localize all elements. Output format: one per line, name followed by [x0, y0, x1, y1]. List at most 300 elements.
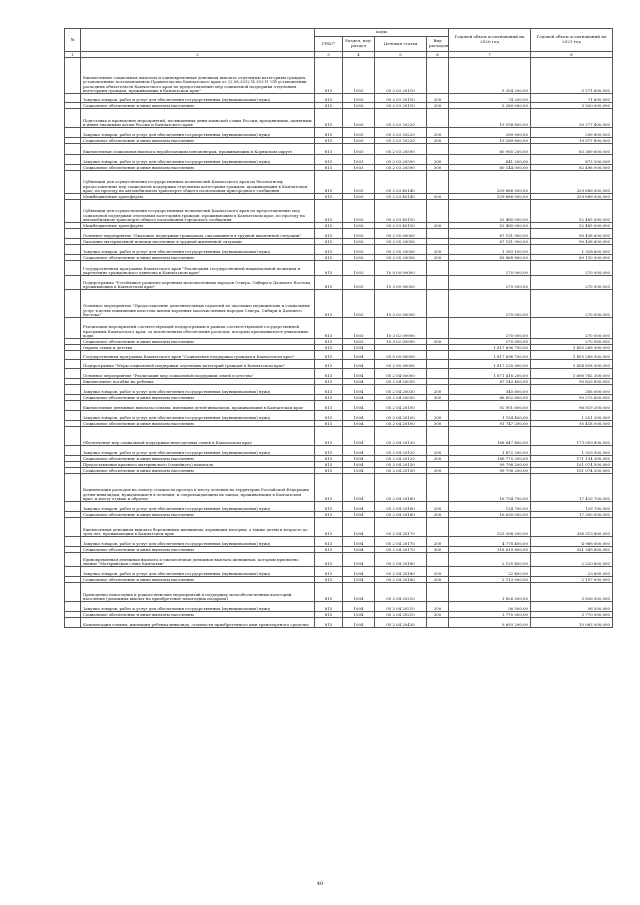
row-name-cell: Закупка товаров, работ и услуг для обеспечения государственных (муниципальных) нужд	[81, 155, 315, 165]
row-grbs-cell: 815	[315, 109, 343, 128]
row-rzpr-cell: 1004	[343, 379, 375, 385]
row-name-cell: Ежемесячные социальные выплаты и единовременная денежная выплата отдельным категориям граждан, установленные постановлением Правительства Камчатского края от 22.08.2012 № 353-П "Об установлении расходных обязательств Камчатского края по предоставлению мер социальной поддержки отдельным категориям граждан, проживающих в Камчатском крае"	[81, 58, 315, 94]
row-vr-cell	[427, 553, 449, 567]
table-row	[65, 567, 613, 577]
row-2021-cell: 63 369 600,000	[531, 144, 613, 155]
row-2021-cell: 5 571 600,000	[531, 58, 613, 94]
row-rzpr-cell: 1004	[343, 369, 375, 379]
row-name-cell: Государственная программа Камчатского края "Социальная поддержка граждан в Камчатском крае"	[81, 351, 315, 360]
table-row	[65, 618, 613, 628]
row-num-cell	[65, 502, 81, 512]
row-name-cell: Закупка товаров, работ и услуг для обеспечения государственных (муниципальных) нужд	[81, 446, 315, 456]
table-row	[65, 276, 613, 290]
row-rzpr-cell: 1004	[343, 395, 375, 401]
row-vr-cell: 200	[427, 385, 449, 395]
table-row	[65, 109, 613, 128]
row-rzpr-cell: 1004	[343, 612, 375, 618]
row-num-cell	[65, 537, 81, 547]
row-2021-cell: 101 074 500,000	[531, 468, 613, 474]
row-name-cell: Предоставление краевого материнского (семейного) капитала	[81, 462, 315, 468]
row-vr-cell: 300	[427, 165, 449, 171]
row-cs-cell: 05 2 04 20130	[375, 468, 427, 474]
row-vr-cell: 300	[427, 456, 449, 462]
row-rzpr-cell: 1003	[343, 339, 375, 345]
row-2020-cell: 841 200,00	[449, 155, 531, 165]
row-name-cell: Социальное обеспечение и иные выплаты населению	[81, 421, 315, 427]
row-grbs-cell: 815	[315, 502, 343, 512]
row-cs-cell: 05 2 04 20160	[375, 502, 427, 512]
col-index: 3	[315, 52, 343, 58]
row-2021-cell: 329 686 000,000	[531, 194, 613, 200]
table-row	[65, 518, 613, 537]
row-grbs-cell: 815	[315, 567, 343, 577]
row-grbs-cell: 815	[315, 583, 343, 602]
row-grbs-cell: 815	[315, 379, 343, 385]
row-rzpr-cell: 1004	[343, 518, 375, 537]
row-2021-cell: 71 600,000	[531, 94, 613, 103]
row-2021-cell: 52 485 000,000	[531, 200, 613, 223]
col-index: 2	[81, 52, 315, 58]
row-2021-cell: 173 059 800,000	[531, 427, 613, 446]
row-vr-cell: 300	[427, 339, 449, 345]
row-name-cell: Реализация мероприятий соответствующей подпрограммы в рамках соответствующей государственной программы Камчатского края, за исключением обеспечения расходов, которым присваиваются уникальные коды	[81, 318, 315, 339]
row-rzpr-cell: 1003	[343, 194, 375, 200]
row-vr-cell: 200	[427, 128, 449, 138]
row-rzpr-cell: 1004	[343, 421, 375, 427]
row-2021-cell: 171 134 300,000	[531, 456, 613, 462]
row-vr-cell: 200	[427, 537, 449, 547]
row-2020-cell: 19 558 600,00	[449, 109, 531, 128]
row-vr-cell: 300	[427, 421, 449, 427]
row-vr-cell	[427, 276, 449, 290]
col-index: 8	[531, 52, 613, 58]
row-name-cell: Компенсация семьям, имеющим ребенка-инвалида, стоимости приобретенного ими транспортного средства	[81, 618, 315, 628]
row-rzpr-cell: 1003	[343, 103, 375, 109]
row-2021-cell: 270 000,000	[531, 276, 613, 290]
row-2021-cell: 1 854 818 500,000	[531, 360, 613, 369]
row-cs-cell: 05 2 05 00000	[375, 229, 427, 239]
row-name-cell: Социальное обеспечение и иные выплаты населению	[81, 456, 315, 462]
row-grbs-cell: 815	[315, 229, 343, 239]
table-row	[65, 155, 613, 165]
table-body	[65, 58, 613, 628]
row-2020-cell: 166 775 200,00	[449, 456, 531, 462]
row-grbs-cell: 815	[315, 577, 343, 583]
row-cs-cell: 05 2 04 20120	[375, 456, 427, 462]
row-vr-cell: 300	[427, 577, 449, 583]
row-cs-cell: 05 2 04 20100	[375, 421, 427, 427]
row-name-cell: Социальное обеспечение и иные выплаты населению	[81, 138, 315, 144]
row-num-cell	[65, 369, 81, 379]
row-num-cell	[65, 155, 81, 165]
row-name-cell: Оказание материальной помощи населению в трудной жизненной ситуации	[81, 239, 315, 245]
row-2021-cell: 2 220 600,000	[531, 553, 613, 567]
row-vr-cell	[427, 200, 449, 223]
row-2020-cell: 22 400,00	[449, 567, 531, 577]
row-rzpr-cell: 1003	[343, 144, 375, 155]
row-grbs-cell: 815	[315, 518, 343, 537]
row-grbs-cell: 815	[315, 103, 343, 109]
row-2020-cell: 16 754 700,00	[449, 474, 531, 502]
row-2021-cell: 270 000,000	[531, 290, 613, 318]
row-2021-cell: 101 074 500,000	[531, 462, 613, 468]
row-2020-cell: 9 693 200,00	[449, 618, 531, 628]
row-grbs-cell: 815	[315, 537, 343, 547]
row-num-cell	[65, 276, 81, 290]
row-grbs-cell: 815	[315, 171, 343, 194]
row-2020-cell: 87 151 900,00	[449, 229, 531, 239]
row-name-cell: Межбюджетные трансферты	[81, 223, 315, 229]
row-vr-cell: 200	[427, 446, 449, 456]
row-2021-cell: 2 197 000,000	[531, 577, 613, 583]
col-2021-header: Годовой объем ассигнований на 2021 год	[531, 29, 613, 52]
row-2021-cell: 90 273 600,000	[531, 395, 613, 401]
row-rzpr-cell: 1003	[343, 94, 375, 103]
row-grbs-cell: 815	[315, 194, 343, 200]
row-2020-cell: 85 868 800,00	[449, 255, 531, 261]
row-rzpr-cell: 1004	[343, 468, 375, 474]
row-name-cell: Обеспечение мер социальной поддержки многодетных семей в Камчатском крае	[81, 427, 315, 446]
row-num-cell	[65, 583, 81, 602]
row-2020-cell: 270 000,00	[449, 318, 531, 339]
row-2021-cell: 4 968 000,000	[531, 537, 613, 547]
row-2020-cell: 2 135 400,00	[449, 553, 531, 567]
row-cs-cell: 05 2 04 20130	[375, 462, 427, 468]
row-num-cell	[65, 229, 81, 239]
row-grbs-cell: 815	[315, 474, 343, 502]
row-2021-cell: 356 000,000	[531, 385, 613, 395]
row-name-cell: Подпрограмма "Устойчивое развитие коренных малочисленных народов Севера, Сибири и Дальнего Востока, проживающих в Камчатском крае"	[81, 276, 315, 290]
row-cs-cell: 10 3 00 00000	[375, 276, 427, 290]
row-cs-cell: 05 2 04 20180	[375, 577, 427, 583]
row-name-cell: Закупка товаров, работ и услуг для обеспечения государственных (муниципальных) нужд	[81, 567, 315, 577]
row-cs-cell: 05 2 04 20180	[375, 553, 427, 567]
row-cs-cell: 05 2 04 20030	[375, 395, 427, 401]
row-rzpr-cell: 1004	[343, 401, 375, 411]
row-cs-cell: 05 2 05 20050	[375, 255, 427, 261]
row-cs-cell: 10 3 02 09990	[375, 318, 427, 339]
row-grbs-cell: 815	[315, 94, 343, 103]
table-row	[65, 602, 613, 612]
col-index: 7	[449, 52, 531, 58]
col-2020-header: Годовой объем ассигнований на 2020 год	[449, 29, 531, 52]
row-2021-cell: 90 438 600,000	[531, 229, 613, 239]
row-2021-cell: 270 000,000	[531, 261, 613, 276]
table-row	[65, 261, 613, 276]
row-2021-cell: 1 925 500,000	[531, 446, 613, 456]
row-num-cell	[65, 351, 81, 360]
row-vr-cell	[427, 171, 449, 194]
row-vr-cell	[427, 518, 449, 537]
row-name-cell: Государственная программа Камчатского края "Реализация государственной национальной политики и укрепление гражданского единства в Камчатском крае"	[81, 261, 315, 276]
row-cs-cell: 05 2 03 20110	[375, 58, 427, 94]
row-grbs-cell: 815	[315, 351, 343, 360]
row-cs-cell: 05 2 04 20430	[375, 618, 427, 628]
row-vr-cell	[427, 109, 449, 128]
row-num-cell	[65, 385, 81, 395]
col-index: 6	[427, 52, 449, 58]
row-2020-cell: 5 354 200,00	[449, 58, 531, 94]
codes-header: коды	[315, 29, 449, 37]
row-vr-cell	[427, 58, 449, 94]
row-cs-cell: 05 2 03 20590	[375, 144, 427, 155]
row-grbs-cell: 815	[315, 602, 343, 612]
row-name-cell: Субвенции для осуществления государственных полномочий Камчатского края по бесплатному предоставлению мер социальной поддержки отдельным категориям граждан, проживающим в Камчатском крае, по проезду на автомобильном транспорте общего пользования пригородного сообщения	[81, 171, 315, 194]
row-rzpr-cell: 1003	[343, 58, 375, 94]
row-name-cell: Социальное обеспечение и иные выплаты населению	[81, 395, 315, 401]
row-name-cell: Единовременная денежная выплата и ежемесячная денежная выплата женщинам, которым присвоено звание "Материнская слава Камчатки"	[81, 553, 315, 567]
table-row	[65, 318, 613, 339]
row-cs-cell: 05 2 03 20590	[375, 155, 427, 165]
row-name-cell: Субвенции для осуществления государственных полномочий Камчатского края по предоставлению мер социальной поддержки отдельным категориям граждан, проживающим в Камчатском крае, по проезду на автомобильном транспорте общего пользования городского сообщения	[81, 200, 315, 223]
row-num-cell	[65, 94, 81, 103]
row-2021-cell: 270 000,000	[531, 339, 613, 345]
row-2020-cell: 323 398 200,00	[449, 518, 531, 537]
row-2020-cell: 168 647 400,00	[449, 427, 531, 446]
row-2020-cell: 56 500,00	[449, 602, 531, 612]
row-2021-cell: 5 500 000,000	[531, 103, 613, 109]
row-grbs-cell: 815	[315, 144, 343, 155]
row-name-cell: Охрана семьи и детства	[81, 345, 315, 351]
row-2020-cell: 289 000,00	[449, 128, 531, 138]
row-num-cell	[65, 261, 81, 276]
row-cs-cell: 05 2 03 40140	[375, 171, 427, 194]
row-grbs-cell: 815	[315, 456, 343, 462]
row-vr-cell: 300	[427, 612, 449, 618]
row-rzpr-cell: 1004	[343, 602, 375, 612]
row-rzpr-cell: 1004	[343, 351, 375, 360]
row-2021-cell: 56 500,000	[531, 602, 613, 612]
row-name-cell: Основное мероприятие "Предоставление дополнительных гарантий по оказанию медицинских и социальных услуг в целях повышения качества жизни коренных малочисленных народов Севера, Сибири и Дальнего Востока"	[81, 290, 315, 318]
row-rzpr-cell: 1003	[343, 245, 375, 255]
row-grbs-cell: 815	[315, 165, 343, 171]
row-rzpr-cell: 1003	[343, 318, 375, 339]
row-name-cell: Социальное обеспечение и иные выплаты населению	[81, 339, 315, 345]
row-2020-cell: 52 485 000,00	[449, 200, 531, 223]
row-rzpr-cell: 1004	[343, 474, 375, 502]
col-vr-header: Вид расходов	[427, 37, 449, 52]
row-2020-cell: 19 269 600,00	[449, 138, 531, 144]
col-rzpr-header: Раздел, под-раздел	[343, 37, 375, 52]
row-2020-cell: 3 826 500,00	[449, 583, 531, 602]
row-2021-cell: 336 313 800,000	[531, 518, 613, 537]
row-2020-cell: 1 817 225 900,00	[449, 360, 531, 369]
row-rzpr-cell: 1003	[343, 290, 375, 318]
row-num-cell	[65, 518, 81, 537]
row-num-cell	[65, 411, 81, 421]
row-num-cell	[65, 109, 81, 128]
row-vr-cell: 300	[427, 255, 449, 261]
col-num-header: №	[65, 29, 81, 52]
row-cs-cell: 05 2 04 20030	[375, 379, 427, 385]
row-cs-cell: 05 2 04 20210	[375, 583, 427, 602]
row-cs-cell: 05 2 03 40150	[375, 223, 427, 229]
row-2020-cell: 1 817 696 700,00	[449, 351, 531, 360]
row-rzpr-cell: 1003	[343, 261, 375, 276]
row-cs-cell: 05 0 00 00000	[375, 351, 427, 360]
row-num-cell	[65, 58, 81, 94]
row-2020-cell: 92 901 600,00	[449, 401, 531, 411]
row-rzpr-cell: 1003	[343, 165, 375, 171]
row-rzpr-cell: 1003	[343, 138, 375, 144]
row-rzpr-cell: 1004	[343, 462, 375, 468]
table-row	[65, 401, 613, 411]
row-grbs-cell: 815	[315, 612, 343, 618]
row-name-cell: Социальное обеспечение и иные выплаты населению	[81, 577, 315, 583]
row-rzpr-cell: 1004	[343, 360, 375, 369]
row-2021-cell: 270 000,000	[531, 318, 613, 339]
row-name-cell: Закупка товаров, работ и услуг для обеспечения государственных (муниципальных) нужд	[81, 537, 315, 547]
row-vr-cell	[427, 144, 449, 155]
row-2020-cell: 270 000,00	[449, 290, 531, 318]
table-row	[65, 427, 613, 446]
row-2020-cell: 1 872 200,00	[449, 446, 531, 456]
row-vr-cell	[427, 369, 449, 379]
row-2020-cell: 60 985 200,00	[449, 144, 531, 155]
row-name-cell: Основное мероприятие "Реализация мер социальной поддержки семей и детства"	[81, 369, 315, 379]
row-rzpr-cell: 1004	[343, 456, 375, 462]
row-vr-cell: 200	[427, 502, 449, 512]
row-vr-cell	[427, 583, 449, 602]
table-row	[65, 144, 613, 155]
row-num-cell	[65, 245, 81, 255]
row-cs-cell: 05 2 03 20220	[375, 109, 427, 128]
row-cs-cell: 05 2 04 20160	[375, 512, 427, 518]
row-vr-cell	[427, 427, 449, 446]
row-2020-cell: 1 154 400,00	[449, 411, 531, 421]
row-name-cell: Социальное обеспечение и иные выплаты населению	[81, 612, 315, 618]
row-cs-cell: 05 2 03 20220	[375, 128, 427, 138]
table-row	[65, 385, 613, 395]
row-rzpr-cell: 1003	[343, 276, 375, 290]
row-vr-cell: 200	[427, 94, 449, 103]
row-vr-cell: 500	[427, 223, 449, 229]
row-2021-cell: 96 619 200,000	[531, 401, 613, 411]
row-2021-cell: 17 300 000,000	[531, 512, 613, 518]
row-cs-cell: 05 2 04 20160	[375, 474, 427, 502]
row-grbs-cell: 815	[315, 128, 343, 138]
row-vr-cell: 300	[427, 395, 449, 401]
row-grbs-cell: 815	[315, 200, 343, 223]
row-rzpr-cell: 1003	[343, 128, 375, 138]
row-cs-cell: 05 2 04 20170	[375, 518, 427, 537]
table-row	[65, 369, 613, 379]
row-vr-cell	[427, 318, 449, 339]
row-2021-cell: 20 277 400,000	[531, 109, 613, 128]
row-2021-cell: 873 500,000	[531, 155, 613, 165]
row-2021-cell: 95 418 000,000	[531, 421, 613, 427]
row-name-cell: Социальное обеспечение и иные выплаты населению	[81, 512, 315, 518]
row-num-cell	[65, 446, 81, 456]
row-num-cell	[65, 360, 81, 369]
row-grbs-cell: 815	[315, 411, 343, 421]
row-2020-cell: 329 686 000,00	[449, 194, 531, 200]
row-rzpr-cell: 1003	[343, 239, 375, 245]
row-2021-cell: 1 698 762 300,000	[531, 369, 613, 379]
row-2020-cell: 4 778 400,00	[449, 537, 531, 547]
row-2020-cell: 1 817 696 700,00	[449, 345, 531, 351]
row-2020-cell: 318 619 800,00	[449, 547, 531, 553]
row-cs-cell: 05 2 04 20210	[375, 612, 427, 618]
row-name-cell: Ежемесячная социальная выплата неработающим пенсионерам, проживающим в Корякском округе	[81, 144, 315, 155]
row-cs-cell: 05 2 03 40150	[375, 200, 427, 223]
row-2021-cell: 299 600,000	[531, 128, 613, 138]
row-vr-cell: 300	[427, 138, 449, 144]
row-grbs-cell: 815	[315, 446, 343, 456]
row-vr-cell: 300	[427, 103, 449, 109]
row-2020-cell: 87 143 400,00	[449, 379, 531, 385]
row-name-cell: Ежемесячные денежные выплаты семьям, имеющим детей-инвалидов, проживающим в Камчатском крае	[81, 401, 315, 411]
row-rzpr-cell: 1003	[343, 200, 375, 223]
row-rzpr-cell: 1003	[343, 229, 375, 239]
row-2021-cell: 1 328 600,000	[531, 245, 613, 255]
row-name-cell: Основное мероприятие "Оказание поддержки гражданам, оказавшимся в трудной жизненной ситуации"	[81, 229, 315, 239]
row-2020-cell: 1 283 100,00	[449, 245, 531, 255]
row-name-cell: Закупка товаров, работ и услуг для обеспечения государственных (муниципальных) нужд	[81, 602, 315, 612]
row-name-cell: Закупка товаров, работ и услуг для обеспечения государственных (муниципальных) нужд	[81, 94, 315, 103]
row-name-cell: Социальное обеспечение и иные выплаты населению	[81, 547, 315, 553]
table-row	[65, 351, 613, 360]
row-cs-cell: 05 2 04 20100	[375, 411, 427, 421]
row-2020-cell: 329 686 000,00	[449, 171, 531, 194]
row-2020-cell: 60 144 000,00	[449, 165, 531, 171]
row-rzpr-cell: 1003	[343, 109, 375, 128]
row-rzpr-cell: 1004	[343, 345, 375, 351]
row-num-cell	[65, 128, 81, 138]
row-cs-cell: 05 2 04 20030	[375, 385, 427, 395]
row-2020-cell: 74 200,00	[449, 94, 531, 103]
row-rzpr-cell: 1004	[343, 411, 375, 421]
row-name-cell: Социальное обеспечение и иные выплаты населению	[81, 165, 315, 171]
row-grbs-cell: 815	[315, 345, 343, 351]
row-name-cell: Закупка товаров, работ и услуг для обеспечения государственных (муниципальных) нужд	[81, 128, 315, 138]
row-2021-cell: 129 700,000	[531, 502, 613, 512]
row-rzpr-cell: 1004	[343, 427, 375, 446]
row-cs-cell: 10 0 00 00000	[375, 261, 427, 276]
row-2021-cell: 1 855 289 300,000	[531, 351, 613, 360]
row-2021-cell: 3 770 000,000	[531, 612, 613, 618]
row-rzpr-cell: 1004	[343, 547, 375, 553]
row-cs-cell: 05 2 03 40140	[375, 194, 427, 200]
row-num-cell	[65, 200, 81, 223]
row-2021-cell: 19 977 800,000	[531, 138, 613, 144]
table-row	[65, 553, 613, 567]
row-cs-cell: 05 2 03 20590	[375, 165, 427, 171]
row-grbs-cell: 815	[315, 618, 343, 628]
row-vr-cell	[427, 474, 449, 502]
col-index: 4	[343, 52, 375, 58]
row-grbs-cell: 815	[315, 339, 343, 345]
row-num-cell	[65, 567, 81, 577]
row-cs-cell: 05 2 05 20050	[375, 245, 427, 255]
row-2021-cell: 90 438 600,000	[531, 239, 613, 245]
row-cs-cell: 05 2 03 20220	[375, 138, 427, 144]
row-name-cell: Подпрограмма "Меры социальной поддержки отдельных категорий граждан в Камчатском крае"	[81, 360, 315, 369]
table-row	[65, 245, 613, 255]
row-cs-cell: 05 2 04 00000	[375, 369, 427, 379]
row-grbs-cell: 815	[315, 360, 343, 369]
row-cs-cell: 05 2 04 20120	[375, 427, 427, 446]
table-row	[65, 446, 613, 456]
row-cs-cell: 05 2 04 20170	[375, 537, 427, 547]
col-index: 5	[375, 52, 427, 58]
row-2020-cell: 3 770 000,00	[449, 612, 531, 618]
col-grbs-header: ГРБС*	[315, 37, 343, 52]
row-rzpr-cell: 1003	[343, 255, 375, 261]
table-row	[65, 583, 613, 602]
row-cs-cell: 05 2 00 00000	[375, 360, 427, 369]
row-grbs-cell: 815	[315, 369, 343, 379]
